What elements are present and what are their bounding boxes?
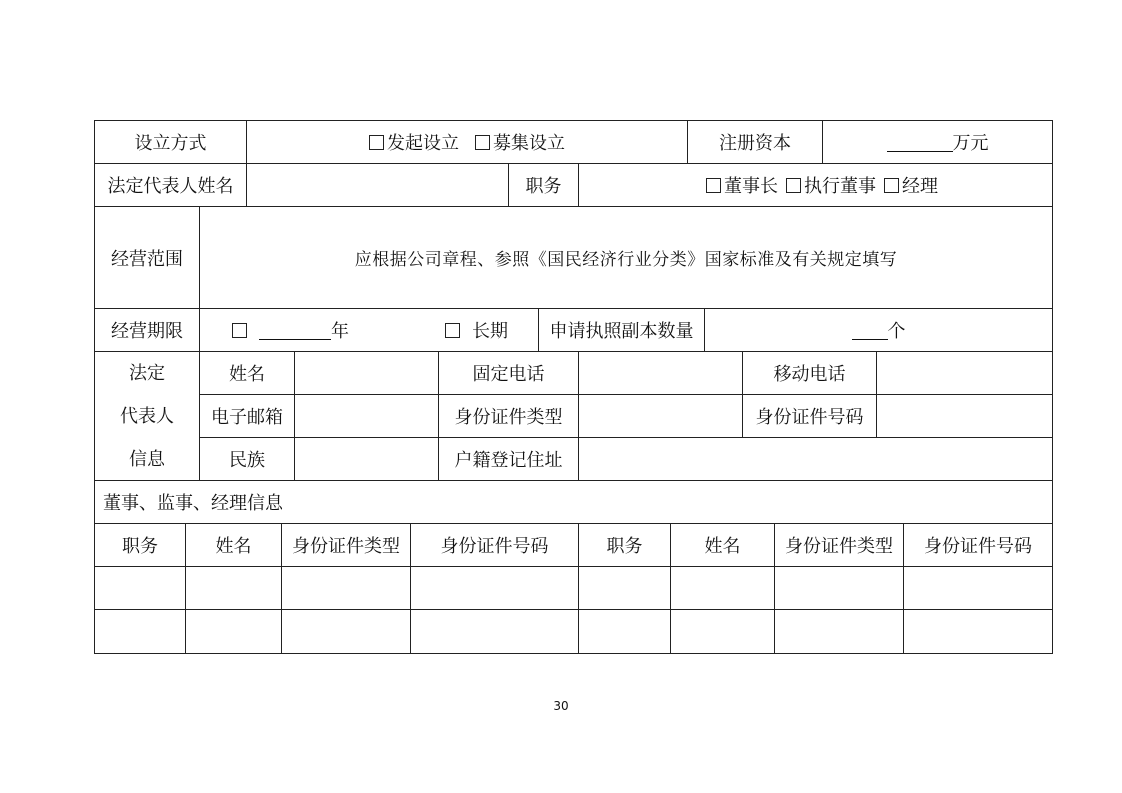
officers-header-id-type-2: 身份证件类型 [775,524,904,567]
table-cell[interactable] [186,610,282,653]
year-blank[interactable] [259,321,331,340]
term-options: 年 长期 [200,309,539,352]
position-options [579,164,1052,207]
table-cell[interactable] [579,567,671,610]
ethnicity-value[interactable] [295,438,439,481]
position-label: 职务 [509,164,579,207]
officers-header-name-1: 姓名 [186,524,282,567]
table-cell[interactable] [411,610,579,653]
table-cell[interactable] [95,610,186,653]
checkbox[interactable] [475,135,490,150]
capital-label: 注册资本 [688,121,823,164]
officers-title: 董事、监事、经理信息 [95,481,1052,524]
household-address-value[interactable] [579,438,1052,481]
officers-header-id-number-2: 身份证件号码 [904,524,1052,567]
checkbox[interactable] [232,323,247,338]
rep-name-label: 法定代表人姓名 [95,164,247,207]
fixed-phone-value[interactable] [579,352,743,395]
registration-form-table [94,120,1053,654]
id-number-label: 身份证件号码 [743,395,877,438]
method-label: 设立方式 [95,121,247,164]
rep-name-cell: 姓名 [200,352,295,395]
mobile-value[interactable] [877,352,1052,395]
ethnicity-label: 民族 [200,438,295,481]
household-address-label: 户籍登记住址 [439,438,579,481]
checkbox[interactable] [369,135,384,150]
capital-field[interactable]: 万元 [823,121,1052,164]
checkbox[interactable] [445,323,460,338]
table-cell[interactable] [186,567,282,610]
email-value[interactable] [295,395,439,438]
table-cell[interactable] [282,567,411,610]
scope-label: 经营范围 [95,207,200,309]
copies-field[interactable]: 个 [705,309,1052,352]
scope-note[interactable]: 应根据公司章程、参照《国民经济行业分类》国家标准及有关规定填写 [200,207,1052,309]
table-cell[interactable] [904,610,1052,653]
rep-name-input[interactable] [247,164,509,207]
table-cell[interactable] [411,567,579,610]
option-manager[interactable]: 经理 [884,172,938,198]
table-cell[interactable] [579,610,671,653]
capital-blank[interactable] [887,133,953,152]
table-cell[interactable] [775,567,904,610]
copies-blank[interactable] [852,321,888,340]
checkbox[interactable] [706,178,721,193]
option-chairman[interactable]: 董事长 [706,172,778,198]
copies-label: 申请执照副本数量 [539,309,705,352]
table-cell[interactable] [775,610,904,653]
option-raise[interactable]: 募集设立 [475,129,565,155]
table-cell[interactable] [904,567,1052,610]
id-number-value[interactable] [877,395,1052,438]
id-type-label: 身份证件类型 [439,395,579,438]
table-cell[interactable] [671,567,775,610]
table-cell[interactable] [95,567,186,610]
officers-header-position-1: 职务 [95,524,186,567]
officers-header-name-2: 姓名 [671,524,775,567]
fixed-phone-label: 固定电话 [439,352,579,395]
rep-name-value[interactable] [295,352,439,395]
officers-header-id-number-1: 身份证件号码 [411,524,579,567]
term-label: 经营期限 [95,309,200,352]
table-cell[interactable] [282,610,411,653]
mobile-label: 移动电话 [743,352,877,395]
option-exec-director[interactable]: 执行董事 [786,172,876,198]
page-number: 30 [553,699,569,713]
officers-header-position-2: 职务 [579,524,671,567]
officers-header-id-type-1: 身份证件类型 [282,524,411,567]
email-label: 电子邮箱 [200,395,295,438]
id-type-value[interactable] [579,395,743,438]
long-term-option[interactable]: 长期 [472,321,508,342]
table-cell[interactable] [671,610,775,653]
checkbox[interactable] [786,178,801,193]
option-sponsor[interactable]: 发起设立 [369,129,459,155]
checkbox[interactable] [884,178,899,193]
method-options [247,121,688,164]
rep-info-label: 法定 代表人 信息 [95,352,200,481]
